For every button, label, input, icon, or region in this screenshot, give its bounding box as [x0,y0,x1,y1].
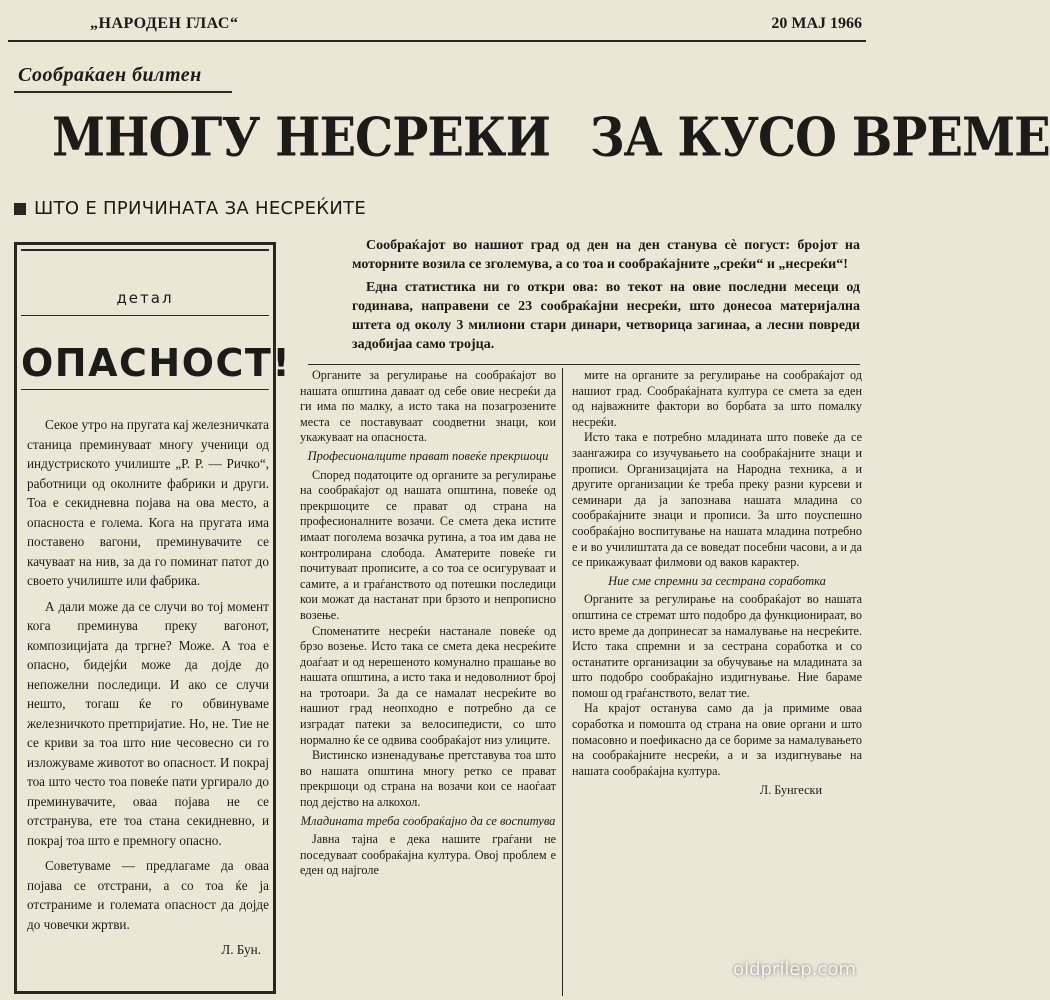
column-paragraph: Исто така е потребно младината што повеќе да се заангажира со изучувањето на сообраќајните знаци и прописи. Организацијата на Народна техника, а и другите организации ќе треба преку разни курсеви и семинари да ја запознава нашата младина со сообраќајните знаци и прописи. За што поуспешно сообраќајно воспитување на нашата младина потребно е и во училиштата да се воведат посебни часови, а и да се прикажуваат филмови од ваков карактер. [572,430,862,570]
column-paragraph: Според податоците од органите за регулирање на сообраќајот од нашата општина, повеќе од прекршоците се прават од страна на професионалните возачи. Се смета дека истите имаат поголема возачка рутина, а тоа им дава не контролирана слобода. Аматерите повеќе ги почитуваат прописите, а со тоа се осигуруваат и самите, а и граѓанството од потешки последици кои можат да настанат при брзото и непрописно возење. [300,467,556,622]
column-subheading: Ние сме спремни за сестрана соработка [608,573,826,588]
newspaper-name: „НАРОДЕН ГЛАС“ [90,15,239,32]
sidebar-paragraph: Советуваме — предлагаме да оваа појава се отстрани, а со тоа ќе ја отстраниме и големата опасност да дојде до човечки жртви. [27,858,269,932]
column-subheading: Професионалците прават повеќе прекршоци [307,448,549,463]
column-paragraph: Јавна тајна е дека нашите граѓани не поседуваат сообраќајна култура. Овој проблем е еден од најголе [300,832,556,878]
article-column-1 [300,368,556,879]
headline-part-2: ЗА КУСО ВРЕМЕ [589,106,1050,169]
sidebar-rule [21,315,269,316]
lead-paragraph: Една статистика ни го откри ова: во текот на овие последни месеци од годинава, направени се 23 сообраќајни несреќи, што донесоа материјална штета од околу 3 милиони стари динари, четворица загинаа, а лесни повреди задобијаа само тројца. [352,280,860,352]
column-subheading: Младината треба сообраќајно да се воспитува [300,813,556,828]
sidebar-title: ОПАСНОСТ! [21,341,292,385]
article-headline [52,106,1050,169]
column-paragraph: Вистинско изненадување претставува тоа што во нашата општина многу ретко се прават прекршоци од страна на возачи кои се наоѓаат под дејство на алкохол. [300,748,556,810]
sidebar-box [14,242,292,994]
column-paragraph: Споменатите несреќи настанале повеќе од брзо возење. Исто така се смета дека несреќите доаѓаат и од нерешеното комунално прашање во нашата општина, а исто така и недоволниот број на тротоари. За да се намалат несреќите во нашиот град неопходно е потребно да се изградат патеки за велосипедисти, со што нормално ќе се одвива сообраќајот низ улиците. [300,623,556,747]
lead-paragraph: Сообраќајот во нашиот град од ден на ден станува сѐ погуст: бројот на моторните возила се зголемува, а со тоа и сообраќајните „среќи“ и „несреќи“! [352,238,860,272]
sidebar-body [27,415,269,960]
column-paragraph: Органите за регулирање на сообраќајот во нашата општина се стремат што подобро да функционираат, во исто време да допринесат за намалување на несреќите. Исто така спремни и за сестрана соработка и со останатите организации за обучување на младината за што подобро сообраќајно издигнување. Ние бараме помош од граѓанството, велат тие. [572,592,862,700]
article-signature: Л. Бунгески [759,783,822,798]
article-lead [352,236,860,354]
rubric-underline [14,91,232,93]
column-paragraph: Органите за регулирање на сообраќајот во нашата општина даваат од себе овие несреќи да ги има по малку, а исто така на позагрозените места се поставуваат соодветни знаци, кои укажуваат на опасноста. [300,368,556,445]
headline-part-1: МНОГУ НЕСРЕКИ [52,106,550,169]
section-rubric: Сообраќаен билтен [18,64,202,86]
sidebar-paragraph: А дали може да се случи во тој момент кога преминува преку вагонот, композицијата да тргне? Може. А тоа е опасно, бидејќи може да дојде до непожелни последици. И ако се случи нешто, тогаш ќе го обвинуваме железничкото претпријатие. Но, не. Тие не се криви за тоа што ние чесовесно си го изложуваме животот во опасност. И покрај тоа што често тоа повеќе пати ургирало до преминувачите, оваа појава не се отстранува, ете тоа стана секидневно, и покрај тоа што е премногу опасно. [27,598,269,848]
column-divider [562,368,563,996]
lead-rule [308,364,860,365]
sidebar-kicker: детал [116,289,174,307]
column-paragraph: На крајот останува само да ја примиме оваа соработка и помошта од страна на овие органи и што помасовно и поефикасно да се бориме за намалувањето на сообраќајните несреќи, а и за издигнување на нашата сообраќајна култура. [572,701,862,778]
subheadline-text: ШТО Е ПРИЧИНАТА ЗА НЕСРЕЌИТЕ [34,198,367,219]
sidebar-paragraph: Секое утро на пругата кај железничката станица преминуваат многу ученици од индустриското училиште „Р. Р. — Ричко“, работници од околните фабрики и други. Тоа е секидневна појава на ова место, а опасноста е голема. Кога на пругата има поставено вагони, преминувачите се качуваат на нив, за да го поминат патот до своето училиште или фабрика. [27,417,269,588]
square-bullet-icon [14,203,26,215]
column-paragraph: мите на органите за регулирање на сообраќајот од нашиот град. Сообраќајната култура се смета за еден од најважните фактори во борбата за што помалку несреќи. [572,368,862,429]
header-rule [8,40,866,42]
article-column-2 [572,368,862,799]
sidebar-signature: Л. Бун. [221,942,261,957]
issue-date: 20 МАЈ 1966 [771,15,862,32]
sidebar-top-rule [21,249,269,251]
watermark-text: oldprilep.com [733,959,856,980]
article-subheadline [14,198,366,219]
sidebar-rule-2 [21,389,269,390]
